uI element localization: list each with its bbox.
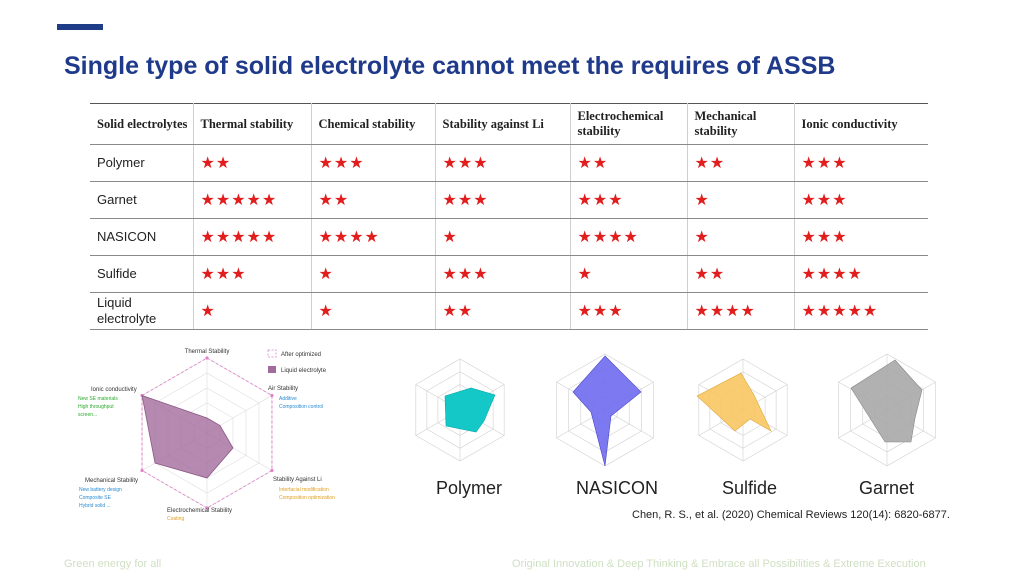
star-rating-icons: ★★★★ xyxy=(318,229,380,246)
star-rating-cell xyxy=(435,219,570,256)
electrolyte-comparison-table xyxy=(90,103,928,330)
star-rating-cell xyxy=(687,293,794,330)
footer-right-text: Original Innovation & Deep Thinking & Embrace all Possibilities & Extreme Execution xyxy=(512,558,926,570)
garnet-shape xyxy=(851,360,922,442)
electro-note-1: Coating xyxy=(167,516,185,522)
star-rating-cell xyxy=(311,145,435,182)
star-rating-cell xyxy=(687,256,794,293)
star-rating-cell xyxy=(311,219,435,256)
header-mechanical-stability: Mechanical stability xyxy=(687,104,794,145)
star-rating-cell xyxy=(687,182,794,219)
star-rating-icons: ★★★ xyxy=(577,192,624,209)
header-chemical-stability: Chemical stability xyxy=(311,104,435,145)
table-row xyxy=(90,293,928,330)
star-rating-icons: ★★★★ xyxy=(801,266,863,283)
star-rating-icons: ★★★★★ xyxy=(200,229,278,246)
mechanical-note-3: Hybrid solid ... xyxy=(79,503,111,509)
star-rating-icons: ★ xyxy=(442,229,458,246)
ionic-note-1: New SE materials xyxy=(78,396,118,402)
li-note-1: Interfacial modification xyxy=(279,487,329,493)
nasicon-radar-label: NASICON xyxy=(576,478,659,498)
optimized-vertex-dot xyxy=(205,356,208,359)
star-rating-cell xyxy=(435,293,570,330)
mechanical-note-1: New battery design xyxy=(79,487,122,493)
star-rating-icons: ★★ xyxy=(577,155,609,172)
star-rating-cell xyxy=(193,293,311,330)
ionic-note-3: screen... xyxy=(78,412,98,418)
legend-optimized-label: After optimized xyxy=(281,352,322,358)
legend-liquid-label: Liquid electrolyte xyxy=(281,368,327,374)
star-rating-icons: ★★★★ xyxy=(577,229,639,246)
axis-label-electro: Electrochemical Stability xyxy=(167,508,233,514)
table-row xyxy=(90,182,928,219)
star-rating-icons: ★★★ xyxy=(801,192,848,209)
star-rating-cell xyxy=(794,182,928,219)
star-rating-cell xyxy=(570,182,687,219)
header-thermal-stability: Thermal stability xyxy=(193,104,311,145)
star-rating-icons: ★★★ xyxy=(801,229,848,246)
electrolyte-name: Polymer xyxy=(90,145,193,182)
table-header-row xyxy=(90,104,928,145)
electrolyte-name: NASICON xyxy=(90,219,193,256)
star-rating-icons: ★★★ xyxy=(318,155,365,172)
star-rating-cell xyxy=(794,219,928,256)
citation: Chen, R. S., et al. (2020) Chemical Reviews 120(14): 6820-6877. xyxy=(632,509,950,521)
star-rating-icons: ★★★ xyxy=(442,266,489,283)
sulfide-radar-chart xyxy=(683,355,803,465)
star-rating-cell xyxy=(570,256,687,293)
header-electrochemical-stability: Electrochemical stability xyxy=(570,104,687,145)
table-row xyxy=(90,145,928,182)
star-rating-icons: ★★★ xyxy=(577,303,624,320)
star-rating-icons: ★ xyxy=(318,266,334,283)
air-note-1: Additive xyxy=(279,396,297,402)
axis-label-thermal: Thermal Stability xyxy=(184,349,230,355)
electrolyte-name: Liquid electrolyte xyxy=(90,293,193,330)
star-rating-icons: ★★★★★ xyxy=(200,192,278,209)
star-rating-icons: ★ xyxy=(577,266,593,283)
main-radar-chart xyxy=(70,340,370,530)
star-rating-cell xyxy=(311,256,435,293)
optimized-vertex-dot xyxy=(140,469,143,472)
star-rating-cell xyxy=(435,182,570,219)
star-rating-cell xyxy=(570,219,687,256)
star-rating-cell xyxy=(687,145,794,182)
star-rating-icons: ★★★ xyxy=(442,155,489,172)
star-rating-cell xyxy=(193,256,311,293)
star-rating-cell xyxy=(193,219,311,256)
star-rating-cell xyxy=(570,145,687,182)
nasicon-radar-chart xyxy=(545,350,665,470)
liquid-electrolyte-polygon xyxy=(142,396,233,479)
star-rating-icons: ★ xyxy=(200,303,216,320)
star-rating-cell xyxy=(193,182,311,219)
garnet-radar-label: Garnet xyxy=(859,478,915,498)
star-rating-cell xyxy=(794,293,928,330)
star-rating-icons: ★★★★ xyxy=(694,303,756,320)
optimized-vertex-dot xyxy=(270,394,273,397)
table-row xyxy=(90,256,928,293)
polymer-radar-label: Polymer xyxy=(436,478,503,498)
star-rating-cell xyxy=(311,182,435,219)
star-rating-icons: ★★ xyxy=(694,155,726,172)
header-stability-against-li: Stability against Li xyxy=(435,104,570,145)
star-rating-icons: ★ xyxy=(694,229,710,246)
star-rating-cell xyxy=(435,145,570,182)
footer-left-text: Green energy for all xyxy=(64,558,162,570)
electrolyte-name: Sulfide xyxy=(90,256,193,293)
star-rating-cell xyxy=(193,145,311,182)
legend-optimized-swatch xyxy=(268,350,276,357)
axis-label-air: Air Stability xyxy=(268,386,299,392)
sulfide-radar-label: Sulfide xyxy=(722,478,778,498)
legend-liquid-swatch xyxy=(268,366,276,373)
star-rating-icons: ★★★★★ xyxy=(801,303,879,320)
axis-label-li: Stability Against Li xyxy=(273,477,322,483)
polymer-radar-chart xyxy=(400,355,520,465)
ionic-note-2: High throughput xyxy=(78,404,114,410)
star-rating-icons: ★★★ xyxy=(801,155,848,172)
star-rating-icons: ★★★ xyxy=(442,192,489,209)
star-rating-icons: ★★★ xyxy=(200,266,247,283)
garnet-radar-chart xyxy=(827,350,947,470)
star-rating-cell xyxy=(794,256,928,293)
star-rating-icons: ★★ xyxy=(318,192,350,209)
optimized-vertex-dot xyxy=(270,469,273,472)
star-rating-cell xyxy=(435,256,570,293)
polymer-shape xyxy=(445,388,495,432)
star-rating-cell xyxy=(570,293,687,330)
star-rating-cell xyxy=(311,293,435,330)
header-ionic-conductivity: Ionic conductivity xyxy=(794,104,928,145)
star-rating-icons: ★★ xyxy=(200,155,232,172)
mechanical-note-2: Composite SE xyxy=(79,495,111,501)
title-accent-bar xyxy=(57,24,103,30)
star-rating-icons: ★★ xyxy=(694,266,726,283)
header-solid-electrolytes: Solid electrolytes xyxy=(90,104,193,145)
axis-label-ionic: Ionic conductivity xyxy=(91,387,137,393)
star-rating-cell xyxy=(794,145,928,182)
table-row xyxy=(90,219,928,256)
star-rating-cell xyxy=(687,219,794,256)
star-rating-icons: ★ xyxy=(694,192,710,209)
li-note-2: Composition optimization xyxy=(279,495,335,501)
slide-title: Single type of solid electrolyte cannot meet the requires of ASSB xyxy=(64,52,836,80)
star-rating-icons: ★ xyxy=(318,303,334,320)
nasicon-shape xyxy=(573,356,641,466)
axis-label-mechanical: Mechanical Stability xyxy=(85,478,139,484)
star-rating-icons: ★★ xyxy=(442,303,474,320)
air-note-2: Composition control xyxy=(279,404,324,410)
electrolyte-name: Garnet xyxy=(90,182,193,219)
